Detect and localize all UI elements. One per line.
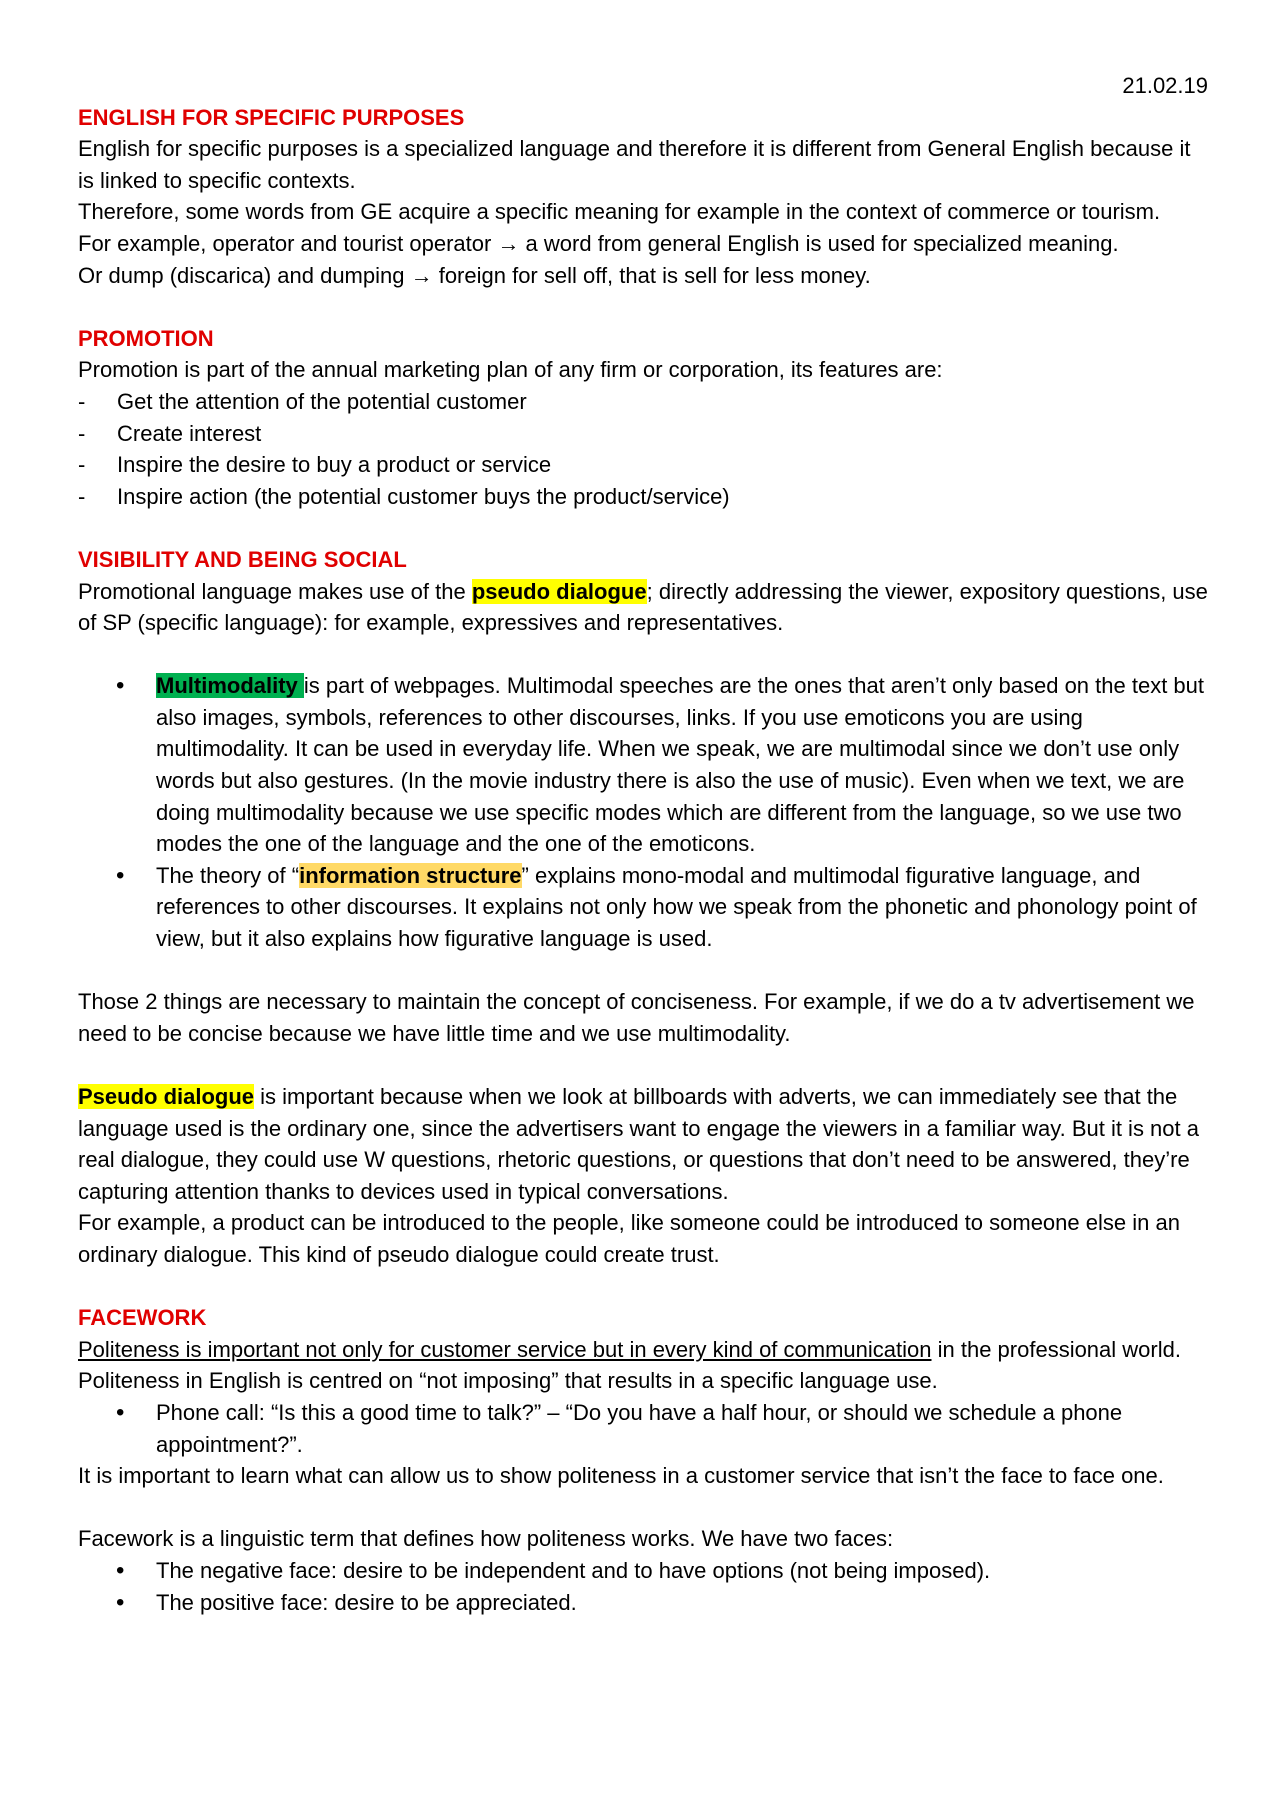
promotion-intro: Promotion is part of the annual marketing plan of any firm or corporation, its features are:	[78, 357, 943, 383]
text-run: ” explains mono-modal and multimodal figurative language, and references to other discourses. It explains not only how we speak from the phonetic and phonology point of view, but it also explains how figurative language is used.	[156, 862, 1197, 952]
text-run: is important because when we look at billboards with adverts, we can immediately see that the language used is the ordinary one, since the advertisers want to engage the viewers in a familiar way. But it is not a real dialogue, they could use W questions, rhetoric questions, or questions that don’t need to be answered, they’re capturing attention thanks to devices used in typical conversations.	[78, 1084, 1199, 1204]
text-run: in the professional world. Politeness in English is centred on “not imposing” that results in a specific language use.	[78, 1336, 1181, 1394]
heading-esp: ENGLISH FOR SPECIFIC PURPOSES	[78, 104, 465, 130]
spacer	[78, 1049, 1208, 1081]
underlined-text: Politeness is important not only for customer service but in every kind of communication	[78, 1336, 932, 1362]
heading-visibility: VISIBILITY AND BEING SOCIAL	[78, 546, 407, 572]
highlight-information-structure: information structure	[299, 862, 522, 888]
spacer	[78, 512, 1208, 544]
pseudo-dialogue-example: For example, a product can be introduced to the people, like someone could be introduced to someone else in an ordinary dialogue. This kind of pseudo dialogue could create trust.	[78, 1210, 1180, 1267]
list-item: • Phone call: “Is this a good time to talk?” – “Do you have a half hour, or should we schedule a phone appointment?”.	[156, 1397, 1208, 1460]
list-item: - Inspire action (the potential customer buys the product/service)	[78, 481, 1208, 513]
document-date: 21.02.19	[1122, 73, 1208, 98]
esp-paragraph-4: Or dump (discarica) and dumping → foreign for sell off, that is sell for less money.	[78, 262, 871, 288]
promotion-feature-list	[78, 386, 1208, 512]
spacer	[78, 1492, 1208, 1524]
spacer	[78, 955, 1208, 987]
list-item: - Create interest	[78, 418, 1208, 450]
spacer	[78, 1271, 1208, 1303]
list-item: - Get the attention of the potential customer	[78, 386, 1208, 418]
pseudo-dialogue-paragraph	[78, 1081, 1208, 1207]
text-run: is part of webpages. Multimodal speeches are the ones that aren’t only based on the text but also images, symbols, references to other discourses, links. If you use emoticons you are using multimodality. It can be used in everyday life. When we speak, we are multimodal since we don’t use only words but also gestures. (In the movie industry there is also the use of music). Even when we text, we are doing multimodality because we use specific modes which are different from the language, so we use two modes the one of the language and the one of the emoticons.	[156, 673, 1204, 857]
facework-paragraph-2: It is important to learn what can allow us to show politeness in a customer service that isn’t the face to face one.	[78, 1463, 1164, 1489]
conciseness-paragraph: Those 2 things are necessary to maintain the concept of conciseness. For example, if we do a tv advertisement we need to be concise because we have little time and we use multimodality.	[78, 989, 1195, 1046]
heading-facework: FACEWORK	[78, 1305, 207, 1331]
list-item: - Inspire the desire to buy a product or service	[78, 449, 1208, 481]
esp-paragraph-3: For example, operator and tourist operator → a word from general English is used for specialized meaning.	[78, 230, 1119, 256]
spacer	[78, 639, 1208, 671]
highlight-multimodality: Multimodality	[156, 673, 304, 699]
highlight-pseudo-dialogue: pseudo dialogue	[471, 578, 647, 604]
facework-paragraph-3: Facework is a linguistic term that defines how politeness works. We have two faces:	[78, 1526, 894, 1552]
facework-phone-list	[78, 1397, 1208, 1460]
visibility-intro	[78, 576, 1208, 639]
spacer	[78, 291, 1208, 323]
esp-paragraph-1: English for specific purposes is a specialized language and therefore it is different from General English because it is linked to specific contexts.	[78, 136, 1191, 193]
heading-promotion: PROMOTION	[78, 325, 214, 351]
list-item-information-structure	[156, 860, 1208, 955]
list-item: • The positive face: desire to be appreciated.	[156, 1587, 1208, 1619]
text-run: Promotional language makes use of the	[78, 578, 472, 604]
esp-paragraph-2: Therefore, some words from GE acquire a specific meaning for example in the context of commerce or tourism.	[78, 199, 1161, 225]
text-run: The theory of “	[156, 862, 300, 888]
document-page	[78, 70, 1208, 1618]
visibility-bullet-list	[78, 670, 1208, 954]
list-item: • The negative face: desire to be independent and to have options (not being imposed).	[156, 1555, 1208, 1587]
highlight-pseudo-dialogue: Pseudo dialogue	[78, 1084, 255, 1109]
list-item-multimodality	[156, 670, 1208, 860]
text-run: ; directly addressing the viewer, expository questions, use of SP (specific language): for example, expressives and representatives.	[78, 578, 1208, 636]
faces-list	[78, 1555, 1208, 1618]
facework-paragraph-1	[78, 1334, 1208, 1397]
